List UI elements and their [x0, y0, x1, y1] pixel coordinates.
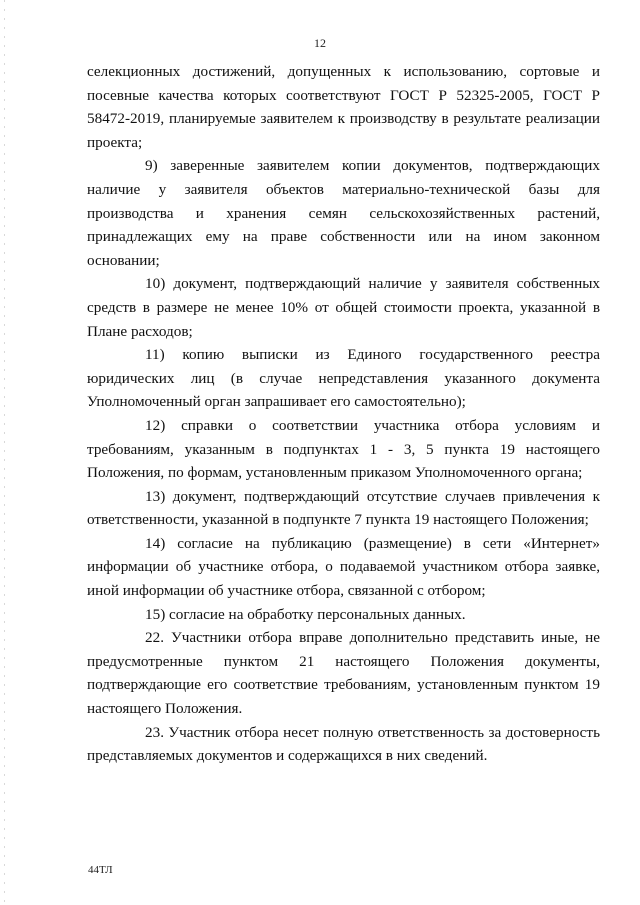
- paragraph-item-12: 12) справки о соответствии участника отбора условиям и требованиям, указанным в подпунктах 1 - 3, 5 пункта 19 настоящего Положения, по формам, установленным приказом Уполномоченного органа;: [87, 416, 600, 482]
- paragraph-item-9: 9) заверенные заявителем копии документов, подтверждающих наличие у заявителя объектов материально-технической базы для производства и хранения семян сельскохозяйственных растений, принадлежащих ему на праве собственности или на ином законном основании;: [87, 157, 600, 269]
- document-body: [87, 60, 600, 768]
- paragraph-item-14: 14) согласие на публикацию (размещение) в сети «Интернет» информации об участнике отбора, о подаваемой участником отбора заявке, иной информации об участнике отбора, связанной с отбором;: [87, 534, 600, 600]
- paragraph-item-11: 11) копию выписки из Единого государственного реестра юридических лиц (в случае непредставления указанного документа Уполномоченный орган запрашивает его самостоятельно);: [87, 346, 600, 411]
- paragraph-continuation: селекционных достижений, допущенных к использованию, сортовые и посевные качества которых соответствуют ГОСТ Р 52325-2005, ГОСТ Р 58472-2019, планируемые заявителем к производству в результате реализации проекта;: [87, 63, 600, 151]
- paragraph-item-13: 13) документ, подтверждающий отсутствие случаев привлечения к ответственности, указанной в подпункте 7 пункта 19 настоящего Положения;: [87, 487, 600, 529]
- page-number: 12: [314, 36, 326, 50]
- paragraph-clause-23: 23. Участник отбора несет полную ответственность за достоверность представляемых документов и содержащихся в них сведений.: [87, 723, 600, 765]
- scan-edge-marks: [4, 0, 5, 905]
- paragraph-item-15: 15) согласие на обработку персональных данных.: [145, 605, 466, 623]
- paragraph-clause-22: 22. Участники отбора вправе дополнительно представить иные, не предусмотренные пунктом 21 настоящего Положения документы, подтверждающие его соответствие требованиям, установленным пунктом 19 настоящего Положения.: [87, 629, 600, 718]
- paragraph-item-10: 10) документ, подтверждающий наличие у заявителя собственных средств в размере не менее 10% от общей стоимости проекта, указанной в Плане расходов;: [87, 275, 600, 340]
- footer-code: 44ТЛ: [88, 864, 113, 876]
